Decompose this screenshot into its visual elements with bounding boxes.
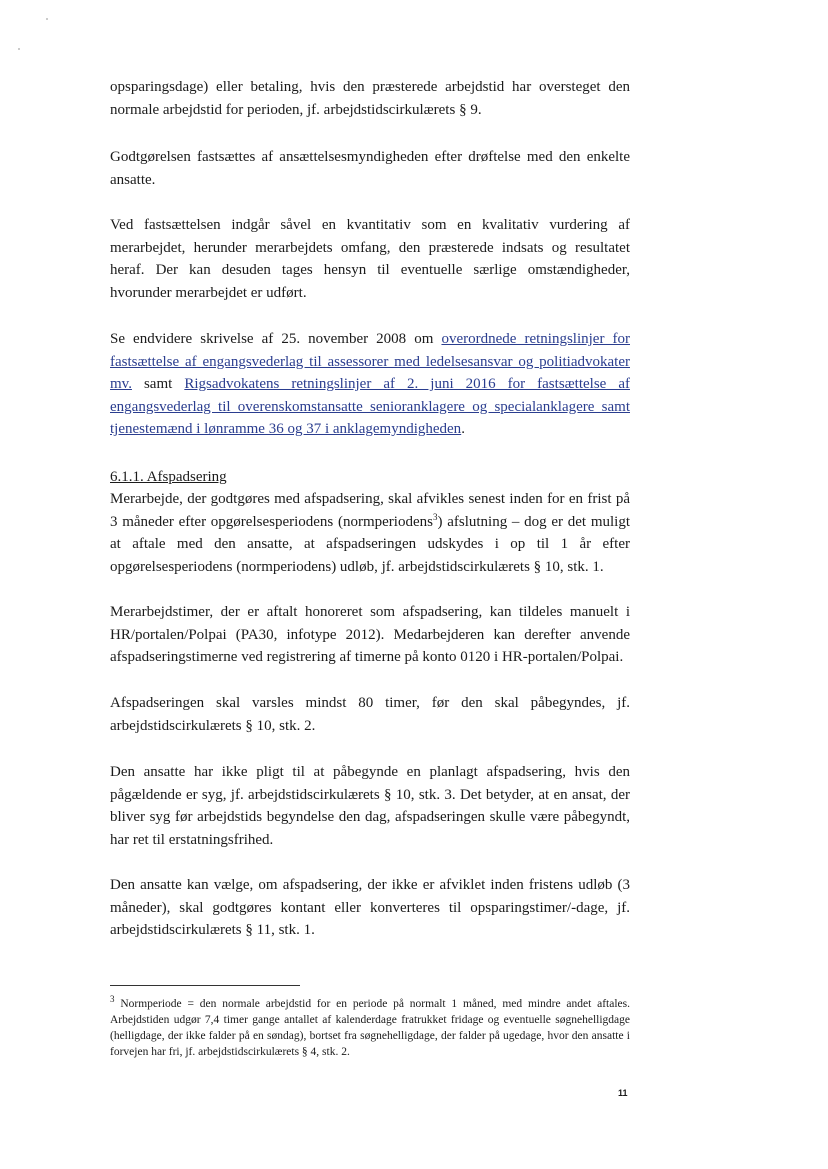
link-rigsadvokatens-retningslinjer[interactable]: Rigsadvokatens retningslinjer af 2. juni 2016 for fastsættelse af engangsvederlag til overenskomstansatte senioranklagere og specialanklagere samt tjenestemænd i lønramme 36 og 37 i anklagemyndigheden xyxy=(110,376,630,437)
page-number: 11 xyxy=(618,1088,628,1098)
link-overordnede-retningslinjer[interactable]: overordnede retningslinjer for fastsættelse af engangsvederlag til assessorer med ledelsesansvar og politiadvokater mv. xyxy=(110,331,630,392)
paragraph-2: Godtgørelsen fastsættes af ansættelsesmyndigheden efter drøftelse med den enkelte ansatte. xyxy=(110,149,630,188)
footnote-reference[interactable]: 3 xyxy=(432,511,438,522)
paragraph-3: Ved fastsættelsen indgår såvel en kvantitativ som en kvalitativ vurdering af merarbejdet, herunder merarbejdets omfang, den præsterede indsats og resultatet heraf. Der kan desuden tages hensyn til eventuelle særlige omstændigheder, hvorunder merarbejdet er udført. xyxy=(110,217,630,301)
footnote-marker: 3 xyxy=(110,994,115,1005)
section-paragraph-2: Merarbejdstimer, der er aftalt honoreret som afspadsering, kan tildeles manuelt i HR/portalen/Polpai (PA30, infotype 2012). Medarbejderen kan derefter anvende afspadseringstimerne ved registrering af timerne på konto 0120 i HR-portalen/Polpai. xyxy=(110,604,630,665)
section-paragraph-1 xyxy=(110,488,630,578)
section-paragraph-1-end: ) afslutning – dog er det muligt at aftale med den ansatte, at afspadseringen udskydes i op til 1 år efter opgørelsesperiodens (normperiodens) udløb, jf. arbejdstidscirkulærets § 10, stk. 1. xyxy=(110,513,630,575)
scan-speck xyxy=(18,48,20,50)
references-mid: samt xyxy=(131,376,185,392)
references-intro: Se endvidere skrivelse af 25. november 2008 om xyxy=(110,331,442,347)
paragraph-1: opsparingsdage) eller betaling, hvis den præsterede arbejdstid har oversteget den normale arbejdstid for perioden, jf. arbejdstidscirkulærets § 9. xyxy=(110,79,630,118)
section-paragraph-3: Afspadseringen skal varsles mindst 80 timer, før den skal påbegyndes, jf. arbejdstidscirkulærets § 10, stk. 2. xyxy=(110,695,630,734)
paragraph-references xyxy=(110,328,630,441)
footnote xyxy=(110,996,630,1060)
scan-speck xyxy=(46,18,48,20)
section-paragraph-5: Den ansatte kan vælge, om afspadsering, der ikke er afviklet inden fristens udløb (3 måneder), skal godtgøres kontant eller konverteres til opsparingstimer/-dage, jf. arbejdstidscirkulærets § 11, stk. 1. xyxy=(110,877,630,938)
references-end: . xyxy=(461,421,465,437)
section-paragraph-1-start: Merarbejde, der godtgøres med afspadsering, skal afvikles senest inden for en frist på 3 måneder efter opgørelsesperiodens (normperiodens xyxy=(110,491,630,530)
section-paragraph-4: Den ansatte har ikke pligt til at påbegynde en planlagt afspadsering, hvis den pågældende er syg, jf. arbejdstidscirkulærets § 10, stk. 3. Det betyder, at en ansat, der bliver syg før arbejdstids begyndelse den dag, afspadseringen skulle være påbegyndt, har ret til erstatningsfrihed. xyxy=(110,764,630,848)
footnote-text: Normperiode = den normale arbejdstid for en periode på normalt 1 måned, med mindre andet aftales. Arbejdstiden udgør 7,4 timer gange antallet af kalenderdage fratrukket fridage og eventuelle søgnehelligdage (helligdage, der ikke falder på en søndag), bortset fra søgnehelligdage, der falder på ugedage, hvor den ansatte i forvejen har fri, jf. arbejdstidscirkulærets § 4, stk. 2. xyxy=(110,998,630,1058)
section-heading: 6.1.1. Afspadsering xyxy=(110,469,227,485)
footnote-divider xyxy=(110,985,300,986)
